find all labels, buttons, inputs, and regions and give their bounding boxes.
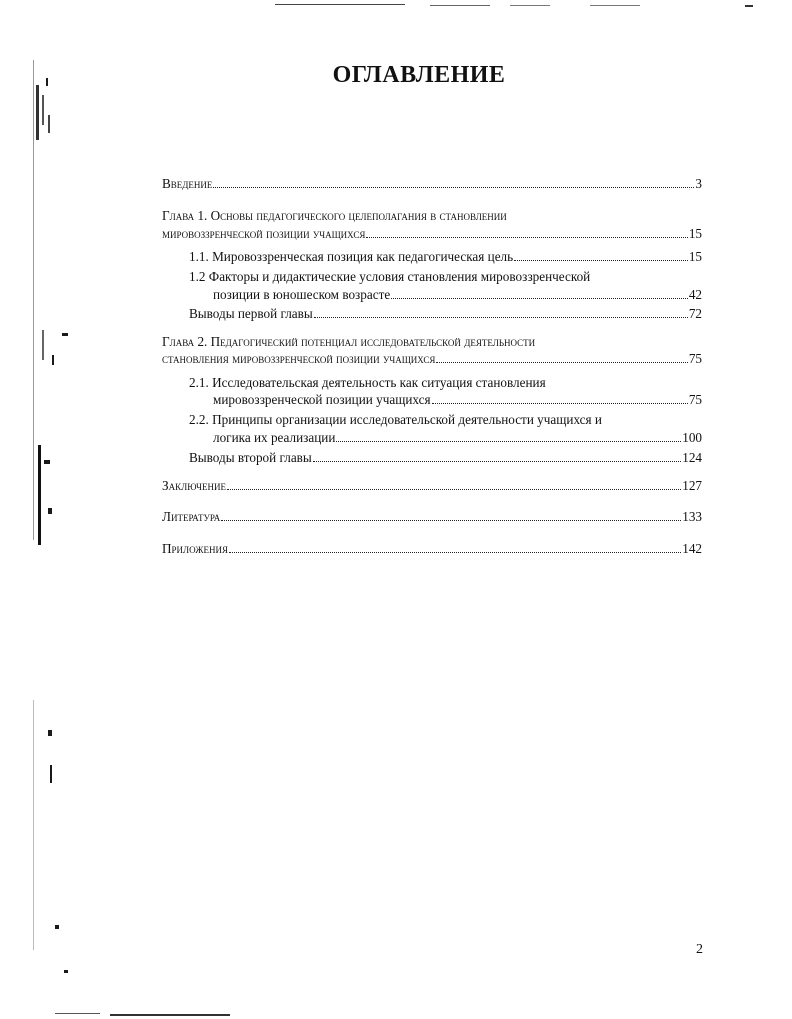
toc-entry-label: позиции в юношеском возрасте <box>213 287 391 302</box>
scan-speck <box>50 765 52 783</box>
scan-speck <box>42 330 44 360</box>
toc-entry-chapter2[interactable] <box>162 350 702 368</box>
toc-entry-2-1[interactable] <box>213 391 702 409</box>
leader-dots <box>314 305 688 318</box>
toc-entry-chapter1[interactable] <box>162 225 702 243</box>
toc-entry-chapter2-conclusions[interactable] <box>189 449 702 467</box>
scan-artifact-line <box>110 1014 230 1016</box>
toc-page-number: 127 <box>682 478 702 493</box>
scan-speck <box>48 730 52 736</box>
page-number: 2 <box>696 942 703 957</box>
scan-speck <box>44 460 50 464</box>
page-title: ОГЛАВЛЕНИЕ <box>332 62 506 88</box>
toc-entry-1-2-line1[interactable]: 1.2 Факторы и дидактические условия становления мировоззренческой <box>189 269 591 284</box>
scan-artifact-line <box>590 5 640 6</box>
toc-entry-1-1[interactable] <box>189 248 702 266</box>
scan-speck <box>38 445 41 545</box>
toc-entry-chapter1-conclusions[interactable] <box>189 305 702 323</box>
scan-artifact-line <box>55 1013 100 1014</box>
scan-speck <box>42 95 44 125</box>
toc-entry-label: логика их реализации <box>213 430 336 445</box>
toc-entry-literature[interactable] <box>162 508 702 526</box>
leader-dots <box>514 248 688 261</box>
toc-entry-2-1-line1[interactable]: 2.1. Исследовательская деятельность как ситуация становления <box>189 375 546 390</box>
toc-page-number: 142 <box>682 541 702 556</box>
toc-entry-conclusion[interactable] <box>162 477 702 495</box>
toc-entry-label: Заключение <box>162 478 226 493</box>
toc-entry-label: Выводы второй главы <box>189 450 312 465</box>
toc-page-number: 75 <box>688 351 702 366</box>
toc-entry-label: становления мировоззренческой позиции учащихся <box>162 351 436 366</box>
scan-artifact-line <box>275 4 405 5</box>
leader-dots <box>227 477 681 490</box>
toc-entry-1-2[interactable] <box>213 286 702 304</box>
toc-page-number: 124 <box>682 450 702 465</box>
scan-artifact-line <box>745 5 753 7</box>
toc-chapter2-heading[interactable]: Глава 2. Педагогический потенциал исследовательской деятельности <box>162 334 536 349</box>
toc-entry-intro[interactable] <box>162 175 702 193</box>
leader-dots <box>391 286 688 299</box>
toc-page-number: 3 <box>695 176 702 191</box>
leader-dots <box>229 540 681 553</box>
toc-page-number: 15 <box>688 249 702 264</box>
toc-entry-label: Введение <box>162 176 213 191</box>
scan-artifact-line <box>430 5 490 6</box>
scan-artifact-line <box>510 5 550 6</box>
toc-entry-label: мировоззренческой позиции учащихся <box>162 226 366 241</box>
toc-chapter1-heading[interactable]: Глава 1. Основы педагогического целеполагания в становлении <box>162 208 507 223</box>
toc-entry-label: 1.1. Мировоззренческая позиция как педагогическая цель <box>189 249 514 264</box>
scan-speck <box>52 355 54 365</box>
toc-entry-label: Литература <box>162 509 221 524</box>
scan-speck <box>55 925 59 929</box>
scan-margin-line <box>33 700 34 950</box>
leader-dots <box>221 508 681 521</box>
toc-entry-label: Выводы первой главы <box>189 306 313 321</box>
scan-speck <box>36 85 39 140</box>
scan-speck <box>48 508 52 514</box>
scan-speck <box>62 333 68 336</box>
toc-page-number: 15 <box>688 226 702 241</box>
toc-page-number: 72 <box>688 306 702 321</box>
scan-speck <box>48 115 50 133</box>
leader-dots <box>336 429 681 442</box>
scan-margin-line <box>33 60 34 540</box>
scan-speck <box>64 970 68 973</box>
toc-page-number: 100 <box>682 430 702 445</box>
leader-dots <box>436 350 687 363</box>
leader-dots <box>313 449 681 462</box>
toc-entry-label: мировоззренческой позиции учащихся <box>213 392 431 407</box>
leader-dots <box>432 391 688 404</box>
toc-entry-label: Приложения <box>162 541 228 556</box>
toc-entry-appendix[interactable] <box>162 540 702 558</box>
leader-dots <box>213 175 694 188</box>
toc-page-number: 75 <box>688 392 702 407</box>
toc-entry-2-2[interactable] <box>213 429 702 447</box>
toc-entry-2-2-line1[interactable]: 2.2. Принципы организации исследовательской деятельности учащихся и <box>189 412 602 427</box>
toc-page-number: 42 <box>688 287 702 302</box>
leader-dots <box>366 225 687 238</box>
toc-page-number: 133 <box>682 509 702 524</box>
